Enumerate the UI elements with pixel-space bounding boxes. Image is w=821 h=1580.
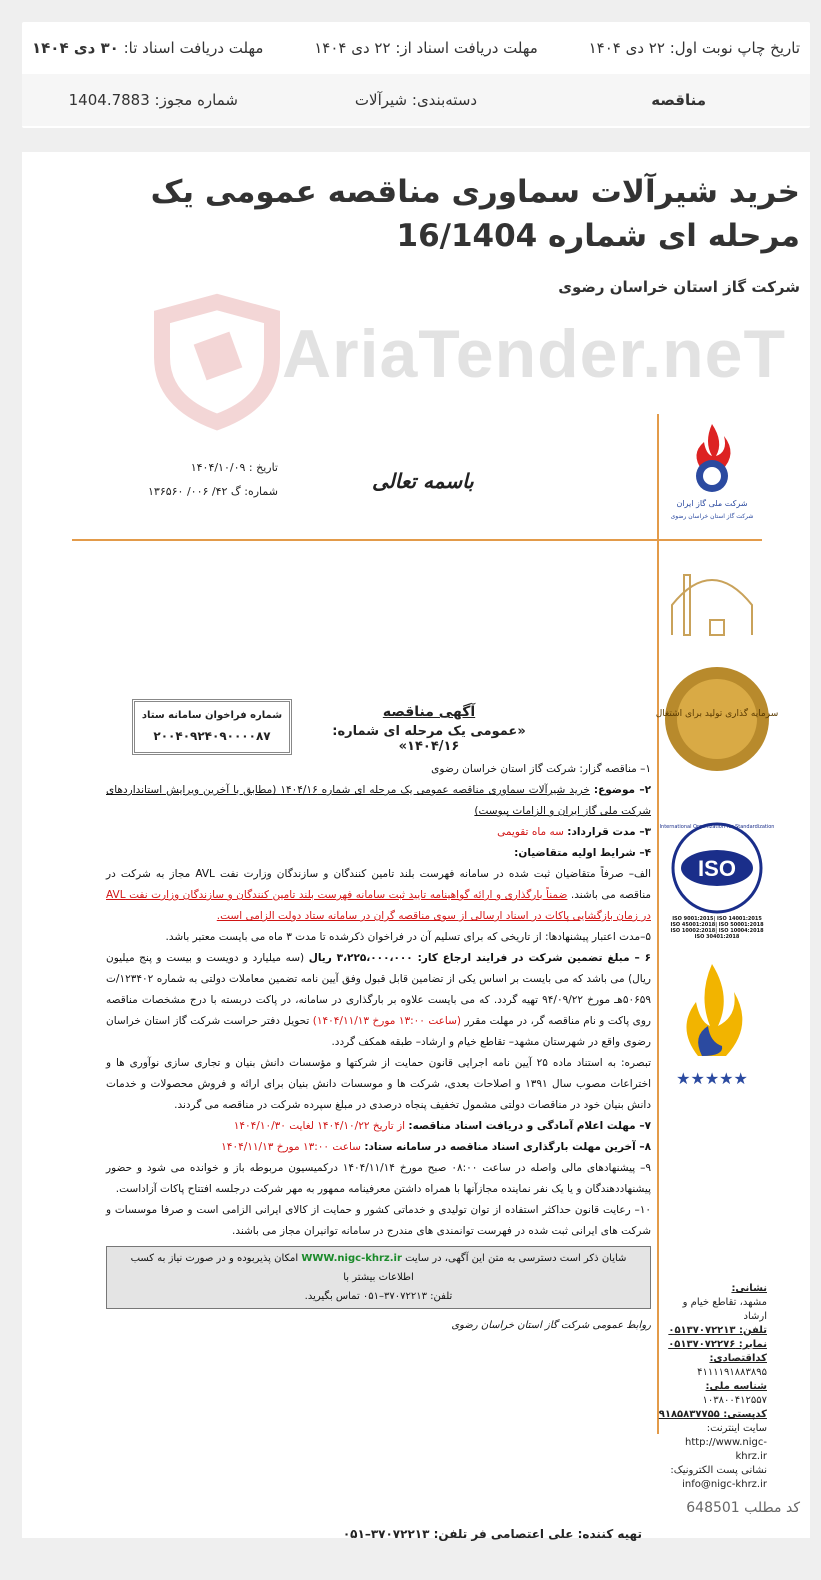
svg-text:شرکت گاز استان خراسان رضوی: شرکت گاز استان خراسان رضوی — [670, 513, 754, 520]
svg-text:ISO 30401:2018: ISO 30401:2018 — [694, 934, 740, 940]
item-10: ۱۰– رعایت قانون حداکثر استفاده از توان تولیدی و خدماتی کشور و حمایت از کالای ایرانی الزامی است و صرفا موسسات و شرکت های ایرانی ثبت شده در فهرست توانمندی های مندرج در سامانه توانیران مجاز می باشند. — [106, 1204, 651, 1237]
nigc-flame-logo-icon — [662, 414, 762, 524]
item-7: ۷– مهلت اعلام آمادگی و دریافت اسناد مناقصه: از تاریخ ۱۴۰۴/۱۰/۲۲ لغایت ۱۴۰۴/۱۰/۳۰ — [233, 1120, 651, 1132]
organization-name[interactable]: شرکت گاز استان خراسان رضوی — [558, 278, 800, 296]
svg-text:ISO: ISO — [698, 856, 736, 881]
meta-dates-row — [22, 22, 810, 74]
site-link[interactable]: WWW.nigc-khrz.ir — [301, 1253, 402, 1264]
notice-body — [106, 759, 651, 1336]
svg-text:International Organization for: International Organization for Standardization — [659, 824, 775, 830]
tender-type[interactable]: مناقصه — [651, 91, 707, 109]
shrine-icon — [662, 550, 762, 640]
call-number-box: شماره فراخوان سامانه ستاد ۲۰۰۴۰۹۲۴۰۹۰۰۰۰۸۷ — [132, 699, 292, 755]
contact-note-box: شایان ذکر است دسترسی به متن این آگهی، در سایت WWW.nigc-khrz.ir امکان پذیربوده و در صورت نیاز به کسب اطلاعات بیشتر با تلفن: ۳۷۰۷۲۲۱۳–۰۵۱ تماس بگیرید. — [106, 1246, 651, 1309]
print-date: تاریخ چاپ نوبت اول: ۲۲ دی ۱۴۰۴ — [588, 39, 800, 57]
svg-text:ISO 9001:2015| ISO 14001:2015: ISO 9001:2015| ISO 14001:2015 — [672, 916, 762, 922]
item-4a: الف– صرفاً متقاضیان ثبت شده در سامانه فهرست بلند تامین کنندگان و سازندگان وزارت نفت AVL مجاز به شرکت در مناقصه می باشند. ضمناً بارگذاری و ارائه گواهینامه تایید ثبت سامانه فهرست بلند تامین کنندگان و سازندگان وزارت نفت AVL در زمان بازگشایی پاکات در اسناد ارسالی از سوی مناقصه گران در سامانه ستاد دولت الزامی است. — [106, 868, 652, 922]
meta-info-row — [22, 74, 810, 126]
announcement-title: آگهی مناقصه «عمومی یک مرحله ای شماره: ۱۴۰۴/۱۶» — [332, 704, 526, 754]
watermark-logo-icon — [147, 297, 287, 427]
item-6: ۶ – مبلغ تضمین شرکت در فرایند ارجاع کار: ۳،۲۲۵،۰۰۰،۰۰۰ ریال (سه میلیارد و دویست و بیست و پنج میلیون ریال) می باشد که می بایست بر اساس یکی از تضامین قابل قبول وفق آیین نامه تضمین معاملات دولتی به شماره ۱۲۳۴۰۲/ت ۵۰۶۵۹هـ مورخ ۹۴/۰۹/۲۲ تهیه گردد. که می بایست علاوه بر بارگذاری در سامانه، در پاکت دربسته با درج مشخصات مناقصه روی پاکت و نام مناقصه گر، در مهلت مقرر (ساعت ۱۳:۰۰ مورخ ۱۴۰۴/۱۱/۱۳) تحویل دفتر حراست شرکت گاز استان خراسان رضوی واقع در شهرستان مشهد– تقاطع خیام و ارشاد– طبقه همکف گردد. — [106, 952, 652, 1048]
item-3: ۳– مدت قرارداد: سه ماه تقویمی — [497, 826, 651, 838]
license-number: شماره مجوز: 1404.7883 — [68, 91, 238, 109]
basmala: باسمه تعالی — [372, 469, 474, 493]
email-link[interactable]: info@nigc-khrz.ir — [682, 1479, 767, 1490]
svg-text:سرمایه گذاری تولید برای اشتغال: سرمایه گذاری تولید برای اشتغال — [655, 709, 779, 719]
signature: روابط عمومی شرکت گاز استان خراسان رضوی — [451, 1320, 651, 1331]
tender-detail-card — [22, 152, 810, 1541]
svg-text:شرکت ملی گاز ایران: شرکت ملی گاز ایران — [676, 499, 748, 508]
preparer-line: تهیه کننده: علی اعتصامی فر تلفن: ۳۷۰۷۲۲۱۳–۰۵۱ — [342, 1527, 642, 1541]
divider-vertical — [657, 414, 659, 1434]
notice-document — [72, 414, 779, 1541]
divider-horizontal — [72, 539, 762, 541]
tender-meta-card — [22, 22, 810, 128]
item-4: ۴– شرایط اولیه متقاضیان: — [514, 847, 651, 859]
tender-category[interactable]: دسته‌بندی: شیرآلات — [354, 91, 478, 109]
watermark-text: AriaTender.neT — [282, 316, 786, 392]
notice-header-ref: تاریخ : ۱۴۰۴/۱۰/۰۹ شماره: گ ۴۲/ ۰۰۶/ ۱۳۶۵۶۰ — [148, 461, 278, 498]
contact-info: نشانی: مشهد، تقاطع خیام و ارشاد تلفن: ۰۵۱۳۷۰۷۲۲۱۳ نمابر: ۰۵۱۳۷۰۷۲۲۷۶ کداقتصادی: ۴۱۱۱۱۹۱۸۸۳۸۹۵ شناسه ملی: ۱۰۳۸۰۰۴۱۲۵۵۷ کدپستی: ۹۱۸۵۸۳۷۷۵۵ سایت اینترنت: http://www.nigc-khrz.ir نشانی پست الکترونیک: info@nigc-khrz.ir — [658, 1283, 767, 1490]
item-8: ۸– آخرین مهلت بارگذاری اسناد مناقصه در سامانه ستاد: ساعت ۱۳:۰۰ مورخ ۱۴۰۴/۱۱/۱۳ — [221, 1141, 651, 1153]
website-link[interactable]: http://www.nigc-khrz.ir — [684, 1437, 767, 1462]
svg-text:★★★★★: ★★★★★ — [676, 1069, 748, 1088]
article-code: کد مطلب 648501 — [686, 1500, 800, 1516]
flame-stars-logo-icon — [662, 956, 762, 1096]
notice-sidebar — [655, 414, 779, 1100]
page-title: خرید شیرآلات سماوری مناقصه عمومی یک مرحله ای شماره 16/1404 — [150, 174, 800, 254]
svg-text:ISO 45001:2018| ISO 50001:2018: ISO 45001:2018| ISO 50001:2018 — [670, 922, 764, 928]
svg-text:ISO 10002:2018| ISO 10004:2018: ISO 10002:2018| ISO 10004:2018 — [670, 928, 764, 934]
receive-until: مهلت دریافت اسناد تا: ۳۰ دی ۱۴۰۴ — [32, 39, 264, 57]
receive-from: مهلت دریافت اسناد از: ۲۲ دی ۱۴۰۴ — [314, 39, 538, 57]
item-note: تبصره: به استناد ماده ۲۵ آیین نامه اجرایی قانون حمایت از شرکتها و مؤسسات دانش بنیان و تجاری سازی نوآوری ها و اختراعات مصوب سال ۱۳۹۱ و اصلاحات بعدی، شرکت ها و موسسات دانش بنیان برای ارائه و فروش محصولات و خدمات دانش بنیان خود در مناقصات دولتی مشمول تخفیف پنجاه درصدی در مبلغ سپرده شرکت در مناقصه می گردند. — [106, 1057, 651, 1111]
item-1: ۱– مناقصه گزار: شرکت گاز استان خراسان رضوی — [431, 763, 651, 775]
item-9: ۹– پیشنهادهای مالی واصله در ساعت ۰۸:۰۰ صبح مورخ ۱۴۰۴/۱۱/۱۴ درکمیسیون مربوطه باز و خوانده می شود و حضور پیشنهاددهندگان و یا یک نفر نماینده مجازآنها با همراه داشتن معرفینامه ممهور به مهر شرکت درجلسه افتتاح پاکات آزاداست. — [106, 1162, 651, 1195]
iso-logo-icon — [659, 818, 775, 940]
item-5: ۵–مدت اعتبار پیشنهادها: از تاریخی که برای تسلیم آن در فراخوان ذکرشده تا مدت ۳ ماه می بایست معتبر باشد. — [165, 931, 651, 943]
watermark — [147, 297, 786, 427]
item-2: ۲– موضوع: خرید شیرآلات سماوری مناقصه عمومی یک مرحله ای شماره ۱۴۰۴/۱۶ (مطابق با آخرین ویرایش استانداردهای شرکت ملی گاز ایران و الزامات پیوست) — [106, 784, 651, 817]
production-badge-icon — [655, 664, 779, 774]
